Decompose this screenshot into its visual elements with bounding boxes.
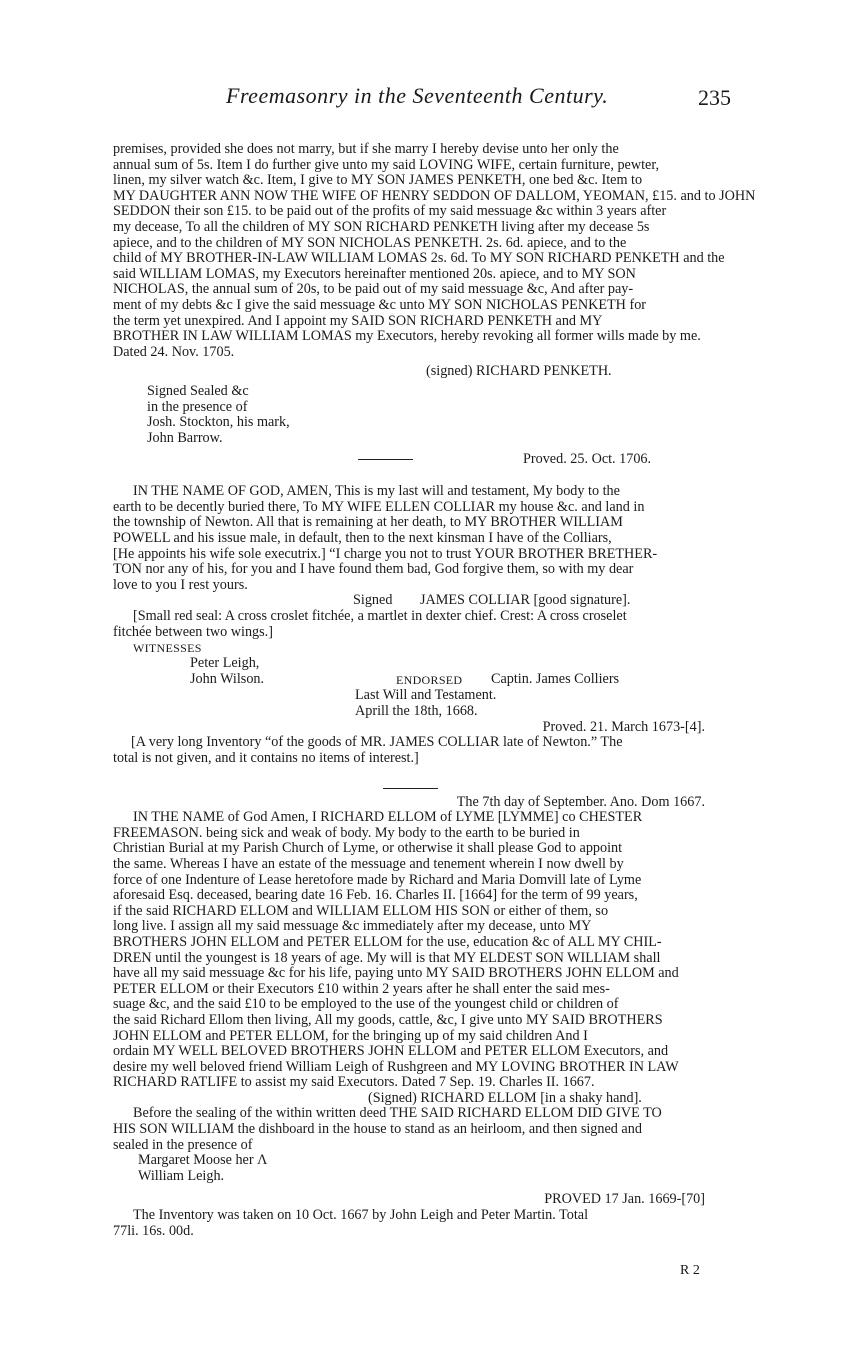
text-line: The Inventory was taken on 10 Oct. 1667 by John Leigh and Peter Martin. Total bbox=[133, 1207, 589, 1224]
text-line: FREEMASON. being sick and weak of body. My body to the earth to be buried in bbox=[113, 824, 580, 841]
text-line: premises, provided she does not marry, but if she marry I hereby devise unto her only the bbox=[113, 141, 619, 157]
ellom-will-text bbox=[113, 810, 730, 1091]
text-line: Dated 24. Nov. 1705. bbox=[113, 343, 235, 360]
signature-mark: R 2 bbox=[680, 1263, 700, 1278]
witness-line: Josh. Stockton, his mark, bbox=[147, 414, 290, 431]
ellom-sealing-note bbox=[113, 1106, 730, 1153]
text-line: ment of my debts &c I give the said messuage &c unto MY SON NICHOLAS PENKETH for bbox=[113, 296, 647, 313]
text-line: annual sum of 5s. Item I do further give unto my said LOVING WIFE, certain furniture, pewter, bbox=[113, 156, 660, 173]
penketh-proved: Proved. 25. Oct. 1706. bbox=[523, 451, 652, 468]
text-line: ordain MY WELL BELOVED BROTHERS JOHN ELLOM and PETER ELLOM Executors, and bbox=[113, 1043, 669, 1060]
witness-line: Signed Sealed &c bbox=[147, 382, 249, 399]
text-line: linen, my silver watch &c. Item, I give to MY SON JAMES PENKETH, one bed &c. Item to bbox=[113, 172, 643, 189]
endorsed-line: Captin. James Colliers bbox=[491, 670, 620, 687]
text-line: fitchée between two wings.] bbox=[113, 624, 273, 641]
text-line: my decease, To all the children of MY SON RICHARD PENKETH living after my decease 5s bbox=[113, 218, 650, 235]
text-line: if the said RICHARD ELLOM and WILLIAM ELLOM HIS SON or either of them, so bbox=[113, 902, 609, 919]
text-line: Before the sealing of the within written deed THE SAID RICHARD ELLOM DID GIVE TO bbox=[133, 1105, 662, 1122]
colliar-inventory-note bbox=[113, 735, 730, 766]
endorsed-label: ENDORSED bbox=[396, 672, 463, 687]
running-head bbox=[0, 83, 855, 113]
text-line: earth to be decently buried there, To MY WIFE ELLEN COLLIAR my house &c. and land in bbox=[113, 498, 645, 515]
witness-line: Peter Leigh, bbox=[190, 655, 260, 672]
text-line: RICHARD RATLIFE to assist my said Executors. Dated 7 Sep. 19. Charles II. 1667. bbox=[113, 1074, 595, 1091]
ellom-proved: PROVED 17 Jan. 1669-[70] bbox=[544, 1191, 705, 1208]
penketh-signature: (signed) RICHARD PENKETH. bbox=[426, 363, 612, 380]
text-line: IN THE NAME of God Amen, I RICHARD ELLOM of LYME [LYMME] co CHESTER bbox=[133, 809, 643, 826]
text-line: BROTHERS JOHN ELLOM and PETER ELLOM for the use, education &c of ALL MY CHIL- bbox=[113, 933, 662, 950]
text-line: sealed in the presence of bbox=[113, 1136, 253, 1153]
witness-line: in the presence of bbox=[147, 398, 248, 415]
running-title: Freemasonry in the Seventeenth Century. bbox=[226, 83, 609, 108]
witness-line: John Wilson. bbox=[190, 670, 265, 687]
text-line: PETER ELLOM or their Executors £10 within 2 years after he shall enter the said mes- bbox=[113, 980, 610, 997]
penketh-will-text bbox=[113, 141, 756, 360]
endorsed-line: Last Will and Testament. bbox=[355, 686, 497, 703]
text-line: IN THE NAME OF GOD, AMEN, This is my last will and testament, My body to the bbox=[133, 483, 620, 500]
ellom-signature: (Signed) RICHARD ELLOM [in a shaky hand]. bbox=[368, 1089, 642, 1106]
text-line: [A very long Inventory “of the goods of MR. JAMES COLLIAR late of Newton.” The bbox=[131, 734, 623, 751]
witnesses-label: WITNESSES bbox=[133, 640, 202, 655]
colliar-will-text bbox=[113, 484, 730, 593]
text-line: MY DAUGHTER ANN NOW THE WIFE OF HENRY SEDDON OF DALLOM, YEOMAN, £15. and to JOHN bbox=[113, 187, 756, 204]
text-line: suage &c, and the said £10 to be employed to the use of the youngest child or children of bbox=[113, 996, 619, 1013]
text-line: JOHN ELLOM and PETER ELLOM, for the bringing up of my said children And I bbox=[113, 1027, 588, 1044]
text-line: POWELL and his issue male, in default, then to the next kinsman I have of the Colliars, bbox=[113, 530, 612, 547]
text-line: the same. Whereas I have an estate of the messuage and tenement wherein I now dwell by bbox=[113, 855, 624, 872]
text-line: love to you I rest yours. bbox=[113, 576, 248, 593]
colliar-signature: JAMES COLLIAR [good signature]. bbox=[420, 592, 631, 609]
text-line: have all my said messuage &c for his life, paying unto MY SAID BROTHERS JOHN ELLOM and bbox=[113, 965, 679, 982]
text-line: the township of Newton. All that is remaining at her death, to MY BROTHER WILLIAM bbox=[113, 514, 623, 531]
text-line: TON nor any of his, for you and I have found them bad, God forgive them, so with my dear bbox=[113, 561, 634, 578]
text-line: DREN until the youngest is 18 years of age. My will is that MY ELDEST SON WILLIAM shall bbox=[113, 949, 661, 966]
text-line: BROTHER IN LAW WILLIAM LOMAS my Executors, hereby revoking all former wills made by me. bbox=[113, 328, 701, 345]
endorsed-line: Aprill the 18th, 1668. bbox=[355, 702, 478, 719]
text-line: HIS SON WILLIAM the dishboard in the house to stand as an heirloom, and then signed and bbox=[113, 1121, 642, 1138]
colliar-seal-note bbox=[113, 609, 730, 640]
witness-line: William Leigh. bbox=[138, 1167, 225, 1184]
ellom-witnesses bbox=[113, 1153, 730, 1184]
text-line: child of MY BROTHER-IN-LAW WILLIAM LOMAS 2s. 6d. To MY SON RICHARD PENKETH and the bbox=[113, 250, 725, 267]
penketh-witnesses bbox=[113, 384, 730, 446]
text-line: apiece, and to the children of MY SON NICHOLAS PENKETH. 2s. 6d. apiece, and to the bbox=[113, 234, 627, 251]
text-line: desire my well beloved friend William Leigh of Rushgreen and MY LOVING BROTHER IN LAW bbox=[113, 1058, 679, 1075]
text-line: NICHOLAS, the annual sum of 20s, to be paid out of my said messuage &c, And after pay- bbox=[113, 281, 634, 298]
ellom-date-line: The 7th day of September. Ano. Dom 1667. bbox=[456, 793, 705, 810]
section-divider bbox=[383, 788, 438, 789]
text-line: the term yet unexpired. And I appoint my SAID SON RICHARD PENKETH and MY bbox=[113, 312, 603, 329]
page-body bbox=[113, 141, 756, 1239]
text-line: long live. I assign all my said messuage &c immediately after my decease, unto MY bbox=[113, 918, 592, 935]
text-line: [Small red seal: A cross croslet fitchée, a martlet in dexter chief. Crest: A cross croselet bbox=[133, 608, 627, 625]
page-number: 235 bbox=[698, 85, 731, 110]
text-line: aforesaid Esq. deceased, bearing date 16 Feb. 16. Charles II. [1664] for the term of 99 years, bbox=[113, 887, 638, 904]
text-line: the said Richard Ellom then living, All my goods, cattle, &c, I give unto MY SAID BROTHERS bbox=[113, 1011, 663, 1028]
text-line: Christian Burial at my Parish Church of Lyme, or otherwise it shall please God to appoint bbox=[113, 840, 623, 857]
text-line: said WILLIAM LOMAS, my Executors hereinafter mentioned 20s. apiece, and to MY SON bbox=[113, 265, 636, 282]
ellom-inventory-note bbox=[113, 1208, 730, 1239]
witness-line: John Barrow. bbox=[147, 429, 223, 446]
colliar-signed-label: Signed bbox=[353, 592, 393, 609]
colliar-proved: Proved. 21. March 1673-[4]. bbox=[542, 718, 705, 735]
text-line: force of one Indenture of Lease heretofore made by Richard and Maria Domvill late of Lyme bbox=[113, 871, 642, 888]
text-line: 77li. 16s. 00d. bbox=[113, 1222, 194, 1239]
text-line: [He appoints his wife sole executrix.] “I charge you not to trust YOUR BROTHER BRETHER- bbox=[113, 545, 658, 562]
section-divider bbox=[358, 459, 413, 460]
text-line: total is not given, and it contains no items of interest.] bbox=[113, 750, 419, 766]
witness-line: Margaret Moose her Λ bbox=[138, 1152, 268, 1169]
text-line: SEDDON their son £15. to be paid out of the profits of my said messuage &c within 3 years after bbox=[113, 203, 667, 220]
